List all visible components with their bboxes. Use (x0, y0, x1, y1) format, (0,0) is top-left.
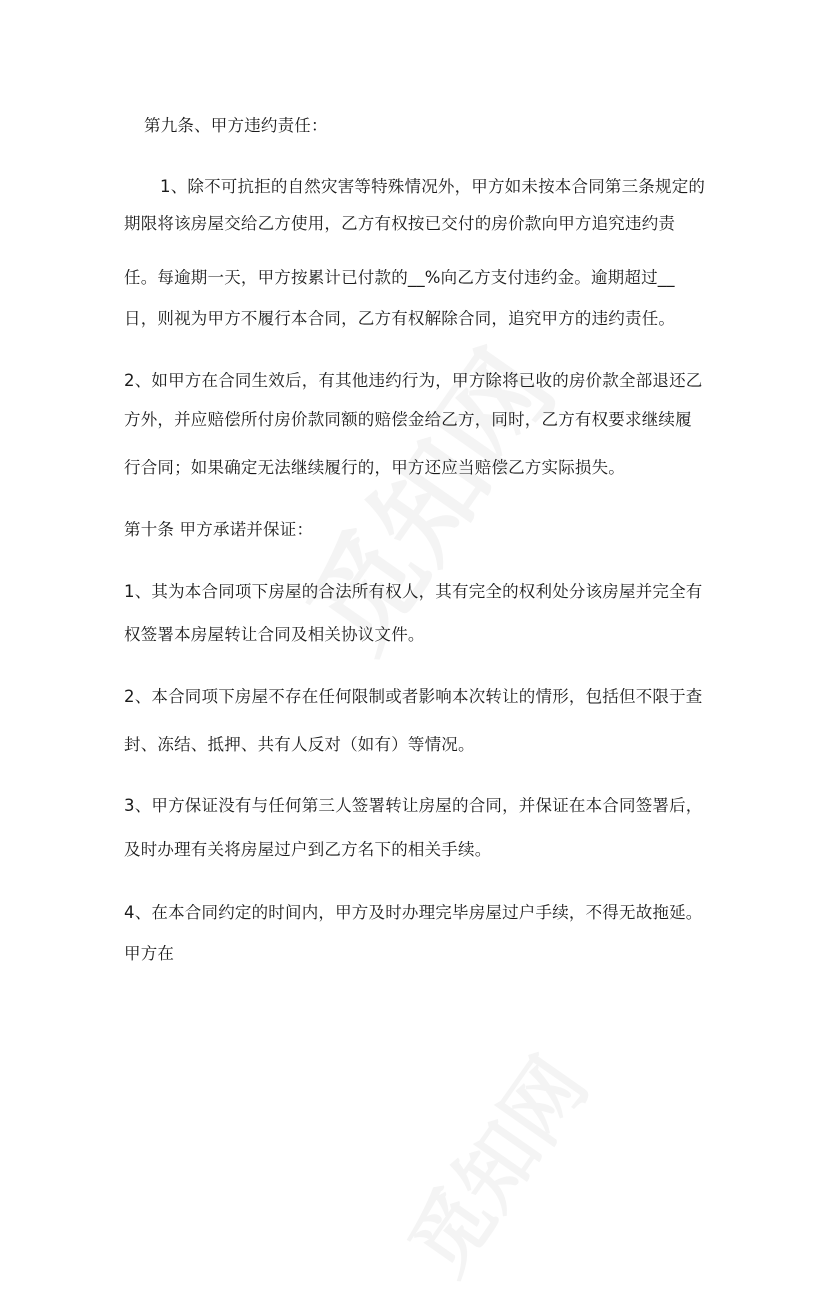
article-9-clause-1-line-4: 日，则视为甲方不履行本合同，乙方有权解除合同，追究甲方的违约责任。 (124, 309, 676, 328)
article-10-clause-2-line-1: 2、本合同项下房屋不存在任何限制或者影响本次转让的情形，包括但不限于查 (124, 687, 703, 706)
article-10-clause-4-line-1: 4、在本合同约定的时间内，甲方及时办理完毕房屋过户手续，不得无故拖延。 (124, 903, 703, 922)
article-10-clause-1-line-2: 权签署本房屋转让合同及相关协议文件。 (124, 625, 425, 644)
watermark-bottom (377, 982, 643, 1293)
article-9-clause-1-line-2: 期限将该房屋交给乙方使用，乙方有权按已交付的房价款向甲方追究违约责 (124, 214, 676, 233)
article-9-clause-2-line-1: 2、如甲方在合同生效后，有其他违约行为，甲方除将已收的房价款全部退还乙 (124, 371, 703, 390)
article-10-heading: 第十条 甲方承诺并保证： (124, 520, 314, 539)
article-10-clause-2-line-2: 封、冻结、抵押、共有人反对（如有）等情况。 (124, 735, 475, 754)
article-9-clause-1-line-1: 1、除不可抗拒的自然灾害等特殊情况外，甲方如未按本合同第三条规定的 (160, 177, 706, 196)
article-9-clause-2-line-3: 行合同；如果确定无法继续履行的，甲方还应当赔偿乙方实际损失。 (124, 458, 625, 477)
article-10-clause-3-line-1: 3、甲方保证没有与任何第三人签署转让房屋的合同，并保证在本合同签署后， (124, 796, 703, 815)
article-9-heading: 第九条、甲方违约责任： (144, 116, 328, 135)
article-10-clause-4-line-2: 甲方在 (124, 944, 175, 963)
article-9-clause-2-line-2: 方外，并应赔偿所付房价款同额的赔偿金给乙方，同时，乙方有权要求继续履 (124, 410, 692, 429)
article-9-clause-1-line-3: 任。每逾期一天，甲方按累计已付款的__%向乙方支付违约金。逾期超过__ (124, 268, 675, 287)
article-10-clause-1-line-1: 1、其为本合同项下房屋的合法所有权人，其有完全的权利处分该房屋并完全有 (124, 582, 703, 601)
article-10-clause-3-line-2: 及时办理有关将房屋过户到乙方名下的相关手续。 (124, 840, 492, 859)
